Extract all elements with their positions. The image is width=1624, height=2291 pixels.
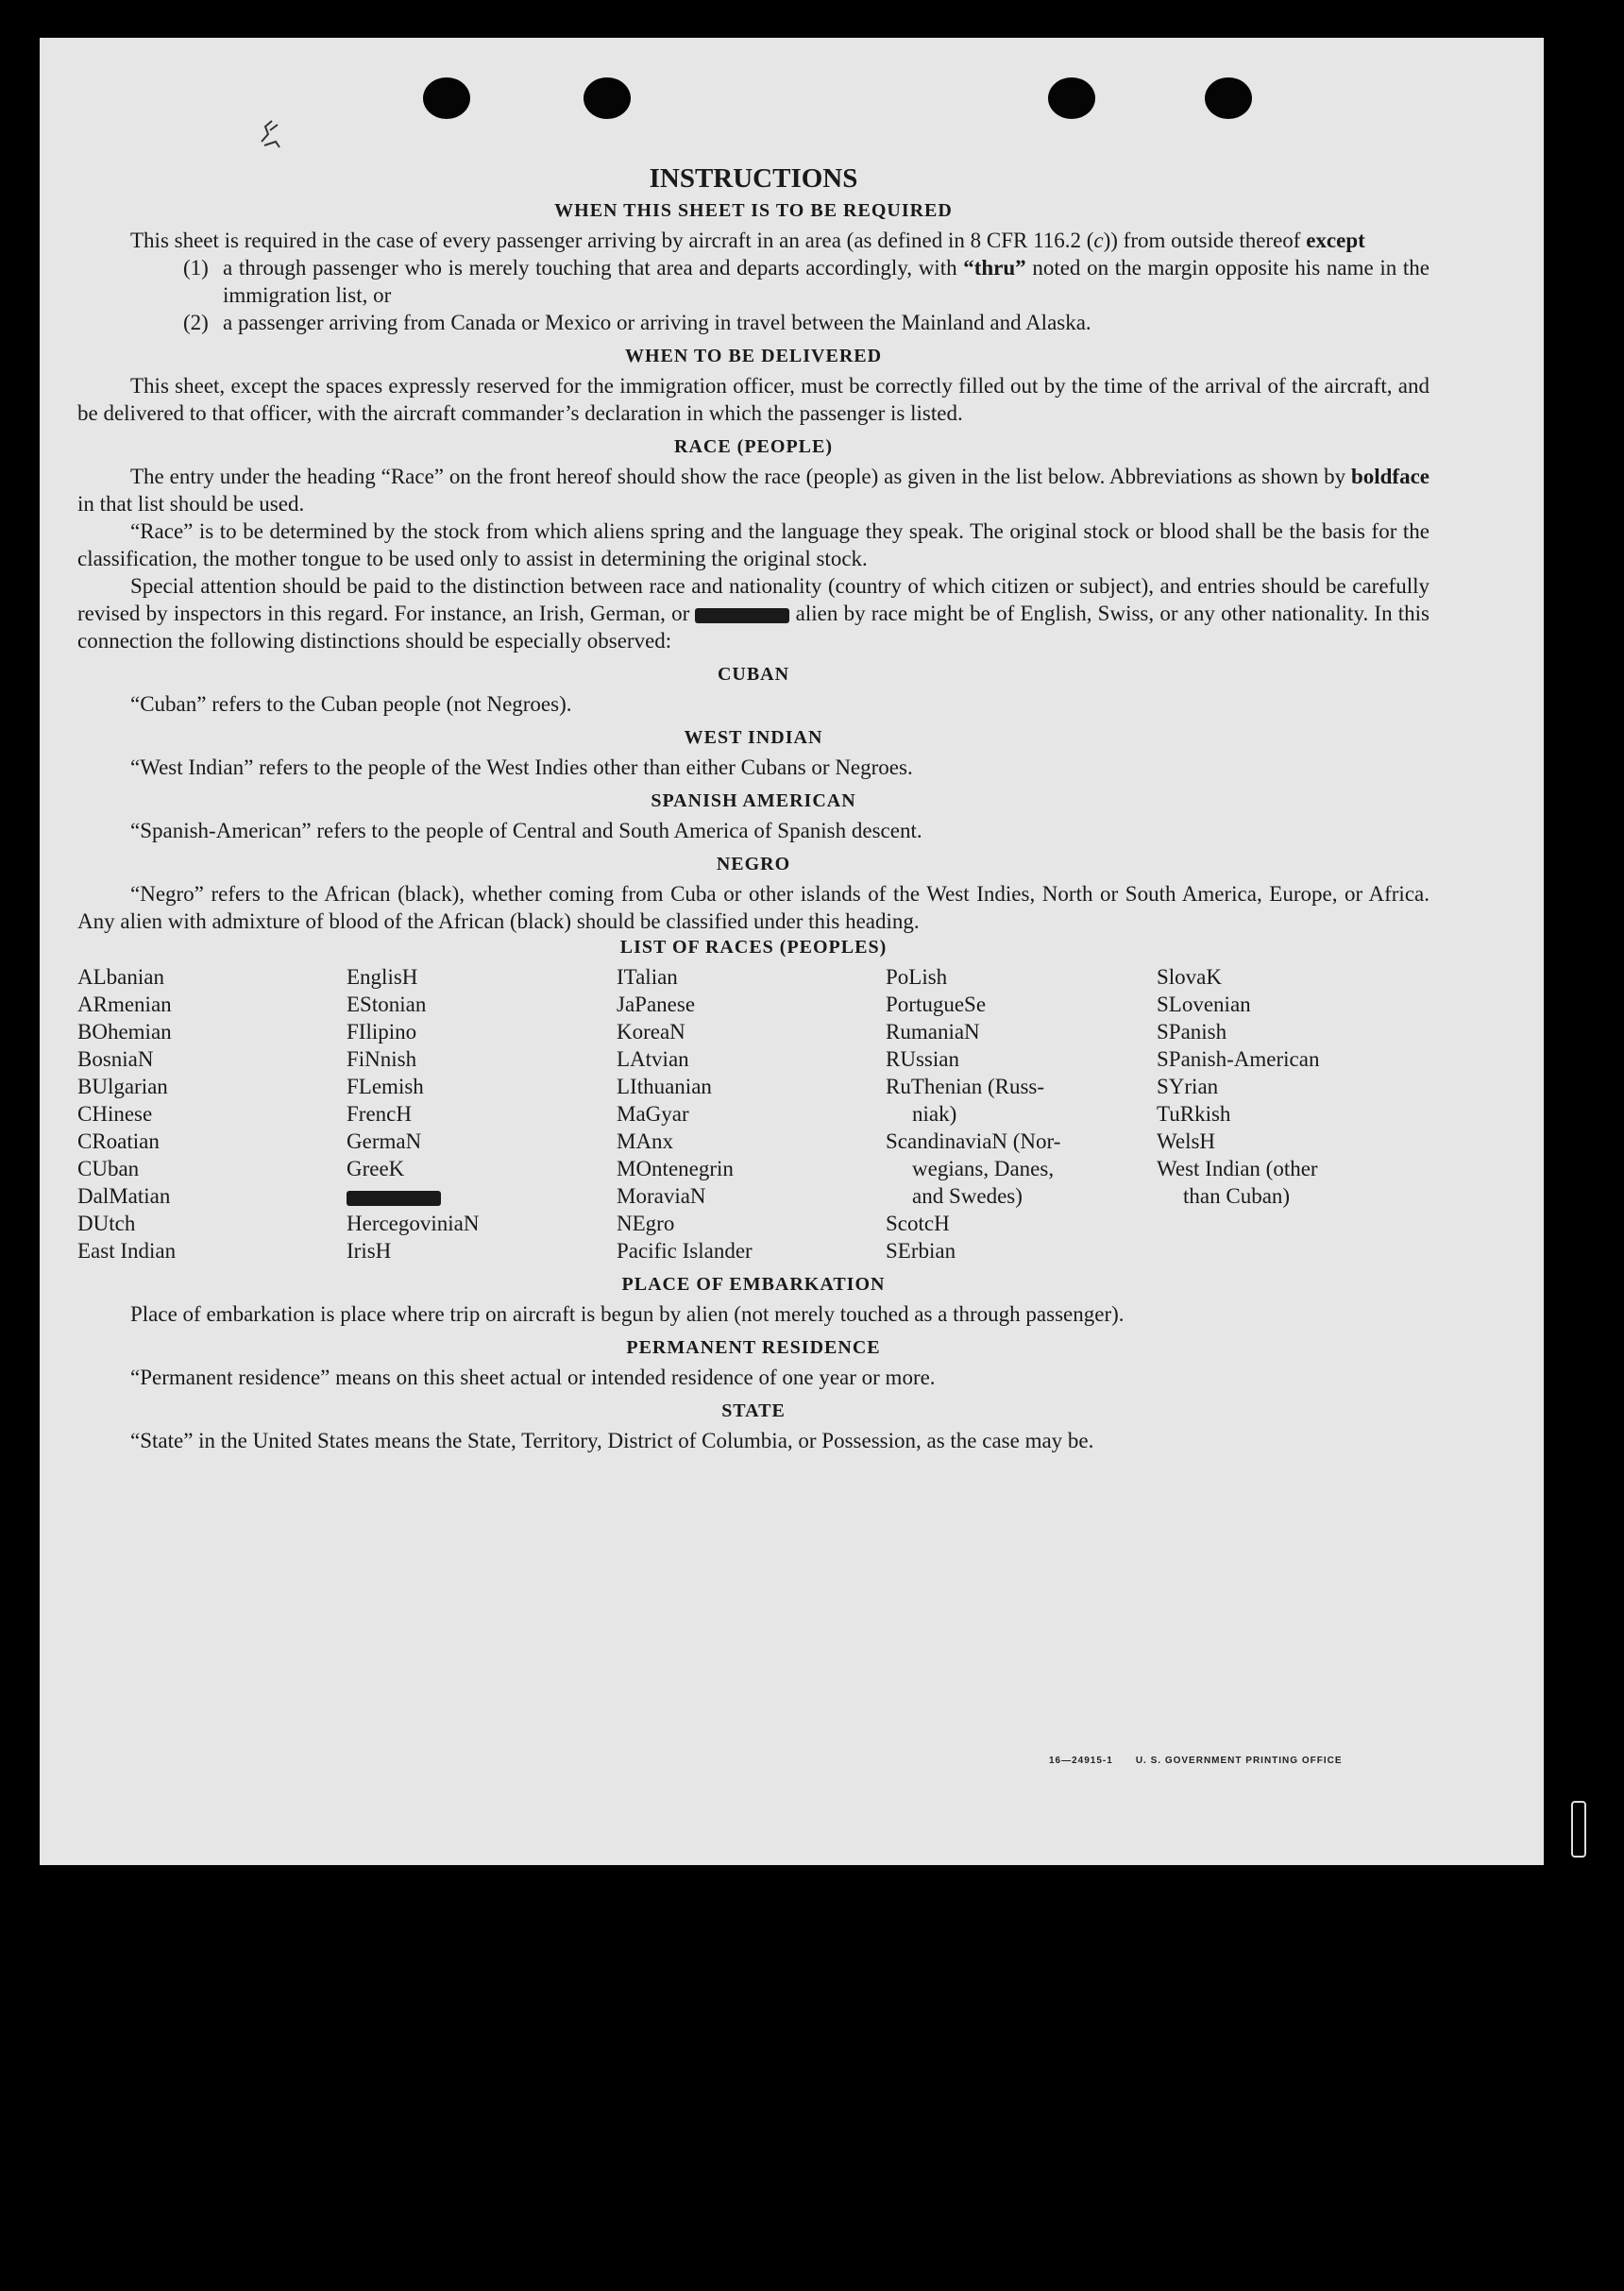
race-item: EnglisH [347,965,418,989]
race-item: MoraviaN [617,1184,706,1208]
redaction-mark [347,1191,441,1206]
embarkation-text: Place of embarkation is place where trip on aircraft is begun by alien (not merely touched as a through passenger). [130,1302,1125,1326]
section-heading-negro: NEGRO [716,854,791,874]
race-item: FiNnish [347,1047,417,1071]
redaction-mark [695,608,789,623]
race-item: ScotcH [886,1212,950,1235]
race-item: SPanish-American [1157,1047,1320,1071]
race-item: WelsH [1157,1129,1216,1153]
race-item-continued: wegians, Danes, [912,1157,1055,1180]
instruction-sheet [40,38,1544,1865]
race-item: East Indian [77,1239,177,1263]
race-item: BOhemian [77,1020,172,1044]
race-item: ITalian [617,965,678,989]
instructions-body [77,162,1429,1454]
race-list-column-1 [77,963,347,1264]
race-item: EStonian [347,993,427,1016]
required-item-1: (1) a through passenger who is merely touching that area and departs accordingly, with “thru” noted on the margin opposite his name in the immigration list, or [183,256,1429,307]
race-item: TuRkish [1157,1102,1231,1126]
race-paragraph-1: The entry under the heading “Race” on the front hereof should show the race (people) as given in the list below. Abbreviations as shown by boldface in that list should be used. [77,465,1429,516]
race-paragraph-3: Special attention should be paid to the distinction between race and nationality (country of which citizen or subject), and entries should be carefully revised by inspectors in this regard. For instance, an Irish, German, or alien by race might be of English, Swiss, or any other nationality. In this connection the following distinctions should be especially observed: [77,574,1430,653]
delivered-text: This sheet, except the spaces expressly reserved for the immigration officer, must be correctly filled out by the time of the arrival of the aircraft, and be delivered to that officer, with the aircraft commander’s declaration in which the passenger is listed. [77,374,1429,425]
race-item: RUssian [886,1047,959,1071]
page-title: INSTRUCTIONS [649,163,858,194]
race-item: CHinese [77,1102,153,1126]
race-item: SlovaK [1157,965,1222,989]
race-item: GreeK [347,1157,405,1180]
race-item: ScandinaviaN (Nor- [886,1129,1061,1153]
race-item: ARmenian [77,993,172,1016]
required-item-2: (2) a passenger arriving from Canada or Mexico or arriving in travel between the Mainland and Alaska. [183,311,1091,334]
required-intro: This sheet is required in the case of every passenger arriving by aircraft in an area (as defined in 8 CFR 116.2 (c)) from outside thereof except [130,229,1365,252]
race-item: GermaN [347,1129,422,1153]
punch-hole [423,77,470,119]
west-indian-text: “West Indian” refers to the people of the West Indies other than either Cubans or Negroes. [130,755,913,779]
section-heading-spanish-american: SPANISH AMERICAN [651,790,856,811]
punch-hole [584,77,631,119]
race-list [77,963,1429,1264]
punch-hole [1205,77,1252,119]
binder-clip [1571,1801,1586,1858]
race-item: IrisH [347,1239,392,1263]
race-item: RumaniaN [886,1020,980,1044]
section-heading-embarkation: PLACE OF EMBARKATION [621,1274,886,1295]
race-list-column-5 [1157,963,1429,1264]
state-text: “State” in the United States means the State, Territory, District of Columbia, or Possession, as the case may be. [130,1429,1094,1452]
race-item-continued: than Cuban) [1183,1184,1291,1208]
race-item: MOntenegrin [617,1157,734,1180]
race-item: PortugueSe [886,993,987,1016]
race-item: BUlgarian [77,1075,168,1098]
punch-hole [1048,77,1095,119]
race-item: DalMatian [77,1184,171,1208]
race-item: HercegoviniaN [347,1212,480,1235]
race-item: SYrian [1157,1075,1219,1098]
negro-text: “Negro” refers to the African (black), whether coming from Cuba or other islands of the West Indies, North or South America, Europe, or Africa. Any alien with admixture of blood of the African (black) should be classified under this heading. [77,882,1429,933]
race-list-column-2 [347,963,617,1264]
race-item: LAtvian [617,1047,689,1071]
race-item: PoLish [886,965,948,989]
race-item: LIthuanian [617,1075,712,1098]
race-item: BosniaN [77,1047,154,1071]
race-item: ALbanian [77,965,164,989]
race-item: CRoatian [77,1129,160,1153]
residence-text: “Permanent residence” means on this sheet actual or intended residence of one year or more. [130,1366,936,1389]
race-item: RuThenian (Russ- [886,1075,1045,1098]
race-item: CUban [77,1157,140,1180]
race-list-column-4 [886,963,1157,1264]
spanish-american-text: “Spanish-American” refers to the people of Central and South America of Spanish descent. [130,819,922,842]
section-heading-race: RACE (PEOPLE) [674,436,833,457]
section-heading-required: WHEN THIS SHEET IS TO BE REQUIRED [554,200,953,221]
race-list-column-3 [617,963,886,1264]
race-item-continued: and Swedes) [912,1184,1023,1208]
race-item: JaPanese [617,993,696,1016]
ink-smudge [257,113,285,151]
race-paragraph-2: “Race” is to be determined by the stock from which aliens spring and the language they speak. The original stock or blood shall be the basis for the classification, the mother tongue to be used only to assist in determining the original stock. [77,519,1429,570]
race-item: SLovenian [1157,993,1251,1016]
race-item: DUtch [77,1212,136,1235]
race-item: MAnx [617,1129,674,1153]
section-heading-cuban: CUBAN [717,664,790,685]
printer-footer: 16—24915-1 U. S. GOVERNMENT PRINTING OFFICE [1049,1756,1343,1766]
race-item: SErbian [886,1239,956,1263]
race-item: Pacific Islander [617,1239,753,1263]
cuban-text: “Cuban” refers to the Cuban people (not Negroes). [130,692,572,716]
race-item-redacted [347,1182,617,1210]
section-heading-race-list: LIST OF RACES (PEOPLES) [619,937,888,958]
race-item: MaGyar [617,1102,689,1126]
race-item: FrencH [347,1102,412,1126]
section-heading-state: STATE [721,1400,786,1421]
section-heading-residence: PERMANENT RESIDENCE [626,1337,881,1358]
race-item-continued: niak) [912,1102,957,1126]
race-item: FLemish [347,1075,424,1098]
section-heading-delivered: WHEN TO BE DELIVERED [624,346,883,366]
race-item: West Indian (other [1157,1157,1318,1180]
section-heading-west-indian: WEST INDIAN [684,727,823,748]
race-item: KoreaN [617,1020,685,1044]
race-item: SPanish [1157,1020,1227,1044]
race-item: NEgro [617,1212,675,1235]
race-item: FIlipino [347,1020,417,1044]
